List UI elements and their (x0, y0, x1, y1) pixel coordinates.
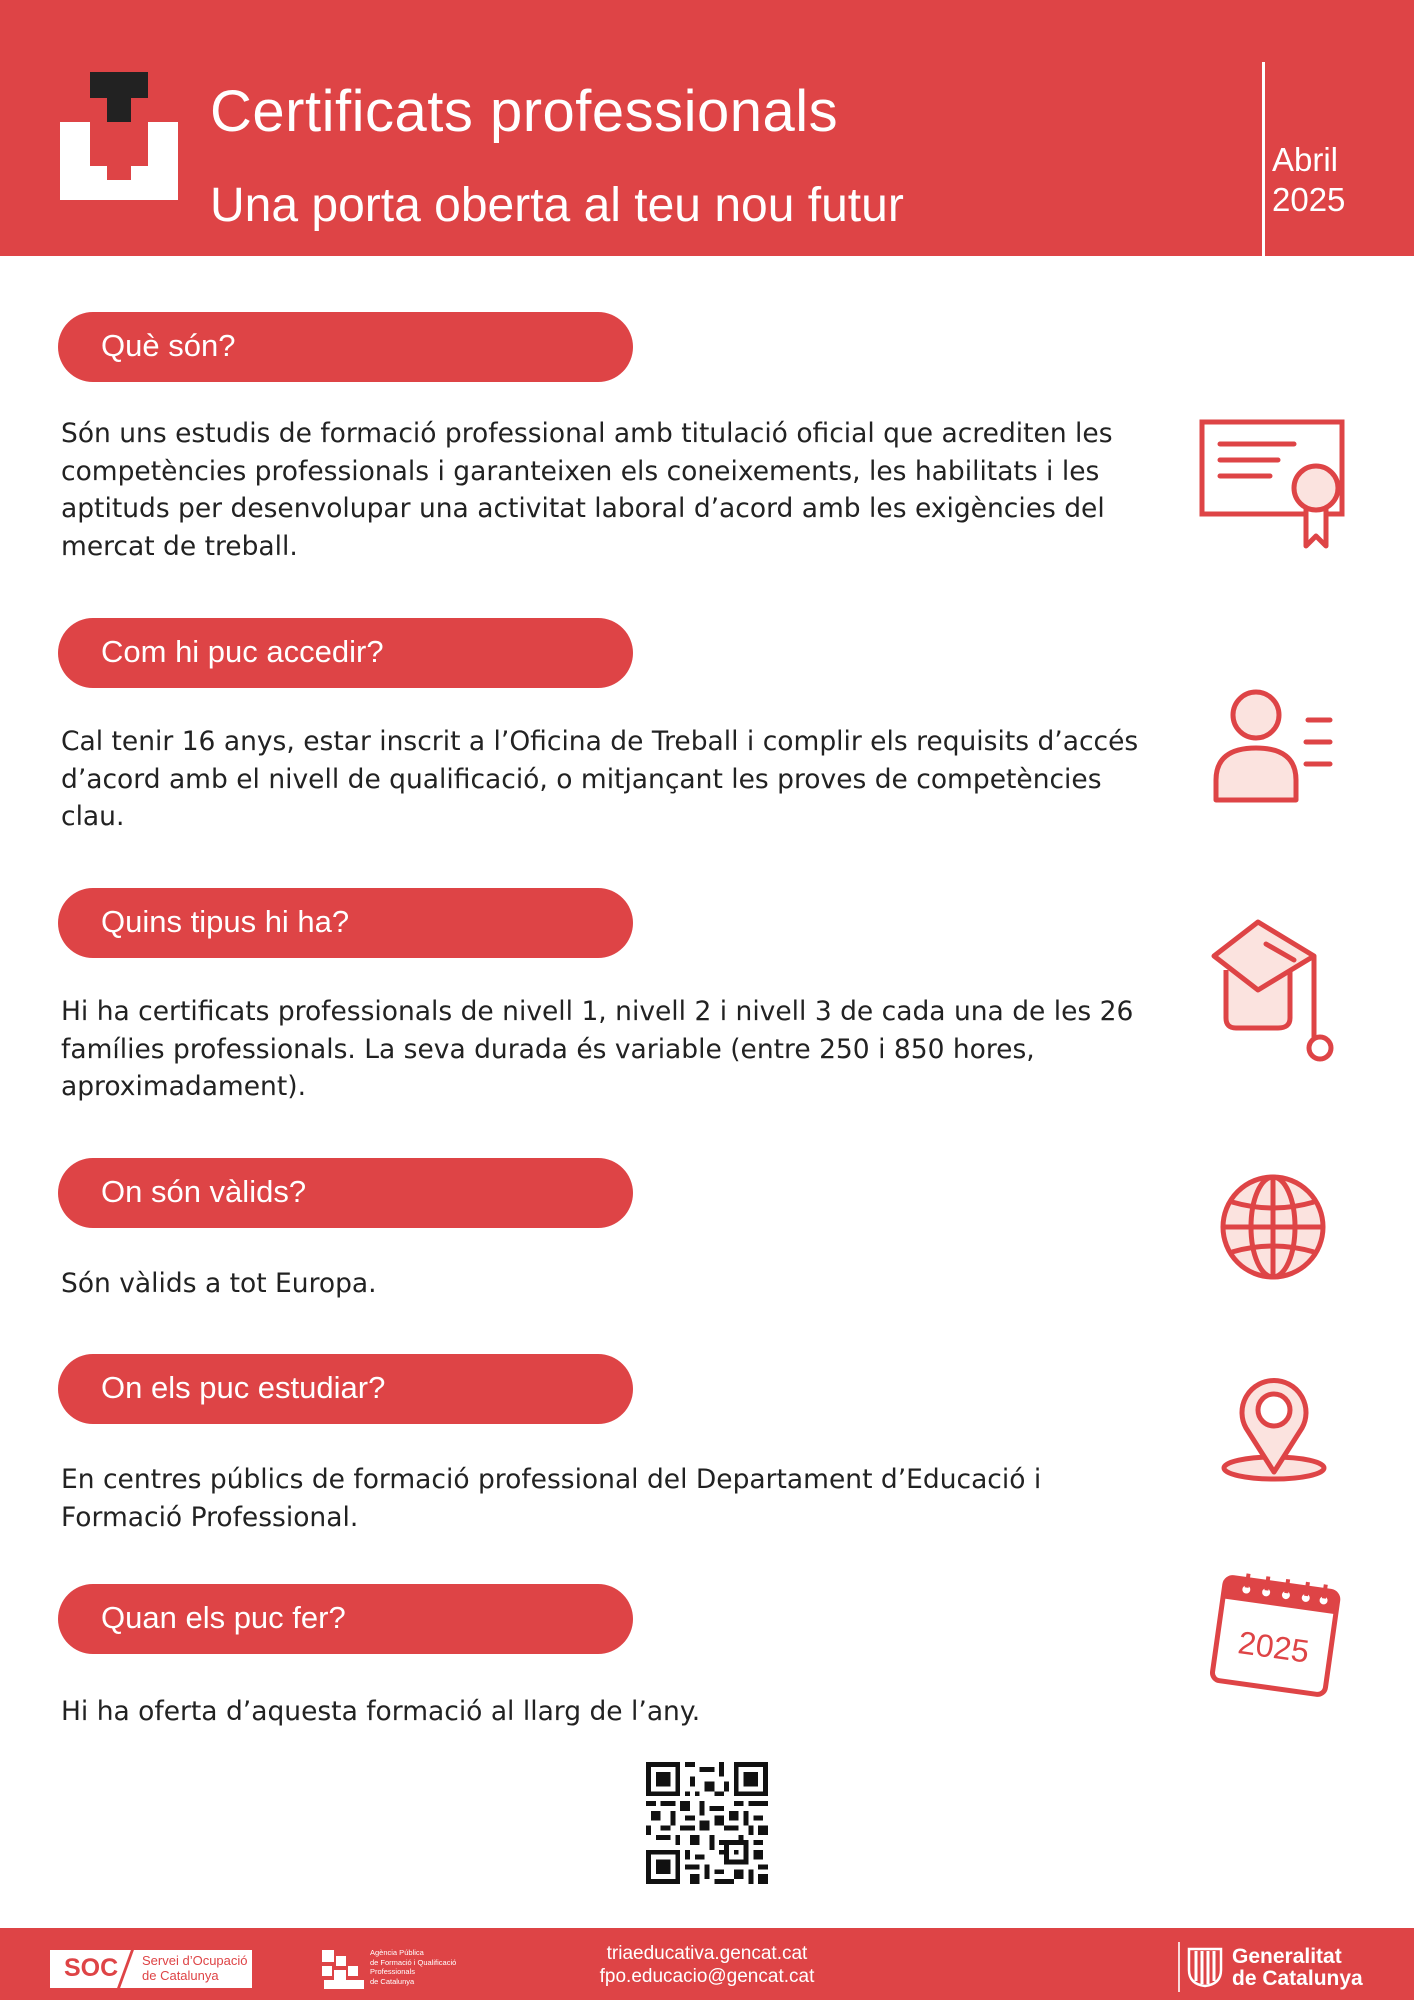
section-heading-on-son-valids (58, 1158, 633, 1228)
certificate-icon (1198, 418, 1350, 552)
section-heading-com-hi-puc-accedir (58, 618, 633, 688)
date-month: Abril (1272, 141, 1339, 178)
apcat-logo (322, 1948, 472, 1990)
soc-name (142, 1953, 248, 1983)
date-year: 2025 (1272, 181, 1346, 218)
section-heading-label: On els puc estudiar? (101, 1370, 386, 1405)
generalitat-line2: de Catalunya (1232, 1967, 1363, 1990)
soc-abbreviation: SOC (64, 1954, 119, 1982)
soc-name-line2: de Catalunya (142, 1968, 219, 1983)
apcat-name-line4: de Catalunya (370, 1976, 415, 1986)
section-text-quins-tipus-hi-ha: Hi ha certificats professionals de nivell 1, nivell 2 i nivell 3 de cada una de les 26 famílies professionals. La seva durada és variable (entre 250 i 850 hores, aproximadament). (61, 996, 1134, 1102)
generalitat-line1: Generalitat (1232, 1945, 1342, 1968)
email-link[interactable]: fpo.educacio@gencat.cat (599, 1966, 815, 1987)
section-text-on-son-valids: Són vàlids a tot Europa. (61, 1268, 377, 1299)
header-banner (0, 0, 1414, 256)
generalitat-shield-icon (1186, 1946, 1224, 1988)
page-subtitle: Una porta oberta al teu nou futur (210, 179, 904, 232)
header-divider (1262, 62, 1265, 256)
soc-name-line1: Servei d’Ocupació (142, 1953, 248, 1968)
location-pin-icon (1220, 1376, 1330, 1482)
section-heading-label: Què són? (101, 328, 236, 363)
section-heading-on-els-puc-estudiar (58, 1354, 633, 1424)
apcat-name-line1: Agència Pública (370, 1948, 424, 1957)
apcat-name-line2: de Formació i Qualificació (370, 1957, 457, 1967)
publication-date (1272, 140, 1392, 220)
apcat-name (370, 1948, 456, 1986)
graduation-cap-icon (1210, 918, 1340, 1064)
globe-icon (1218, 1172, 1328, 1282)
soc-logo (50, 1950, 252, 1988)
calendar-year-label: 2025 (1235, 1624, 1312, 1670)
apcat-mark-icon (322, 1950, 366, 1990)
section-text-que-son: Són uns estudis de formació professional amb titulació oficial que acrediten les competències professionals i garanteixen els coneixements, les habilitats i les aptituds per desenvolupar una activitat laboral d’acord amb les exigències del mercat de treball. (61, 418, 1113, 562)
calendar-icon (1202, 1568, 1348, 1706)
section-text-com-hi-puc-accedir: Cal tenir 16 anys, estar inscrit a l’Oficina de Treball i complir els requisits d’accés d’acord amb el nivell de qualificació, o mitjançant les proves de competències clau. (61, 726, 1139, 832)
person-list-icon (1212, 688, 1336, 806)
page-title: Certificats professionals (210, 79, 839, 144)
footer-divider (1178, 1942, 1180, 1992)
section-text-on-els-puc-estudiar: En centres públics de formació professional del Departament d’Educació i Formació Professional. (61, 1464, 1042, 1533)
section-heading-label: Quins tipus hi ha? (101, 904, 350, 939)
apcat-name-line3: Professionals (370, 1967, 416, 1976)
section-heading-label: On són vàlids? (101, 1174, 307, 1209)
section-heading-quan-els-puc-fer (58, 1584, 633, 1654)
section-heading-que-son (58, 312, 633, 382)
generalitat-logo-text (1232, 1946, 1363, 1990)
section-heading-label: Com hi puc accedir? (101, 634, 384, 669)
fp-logo-icon (60, 72, 178, 200)
qr-code-icon[interactable] (646, 1762, 768, 1884)
section-heading-quins-tipus-hi-ha (58, 888, 633, 958)
section-text-quan-els-puc-fer: Hi ha oferta d’aquesta formació al llarg de l’any. (61, 1696, 701, 1727)
section-heading-label: Quan els puc fer? (101, 1600, 346, 1635)
website-link[interactable]: triaeducativa.gencat.cat (606, 1943, 808, 1964)
